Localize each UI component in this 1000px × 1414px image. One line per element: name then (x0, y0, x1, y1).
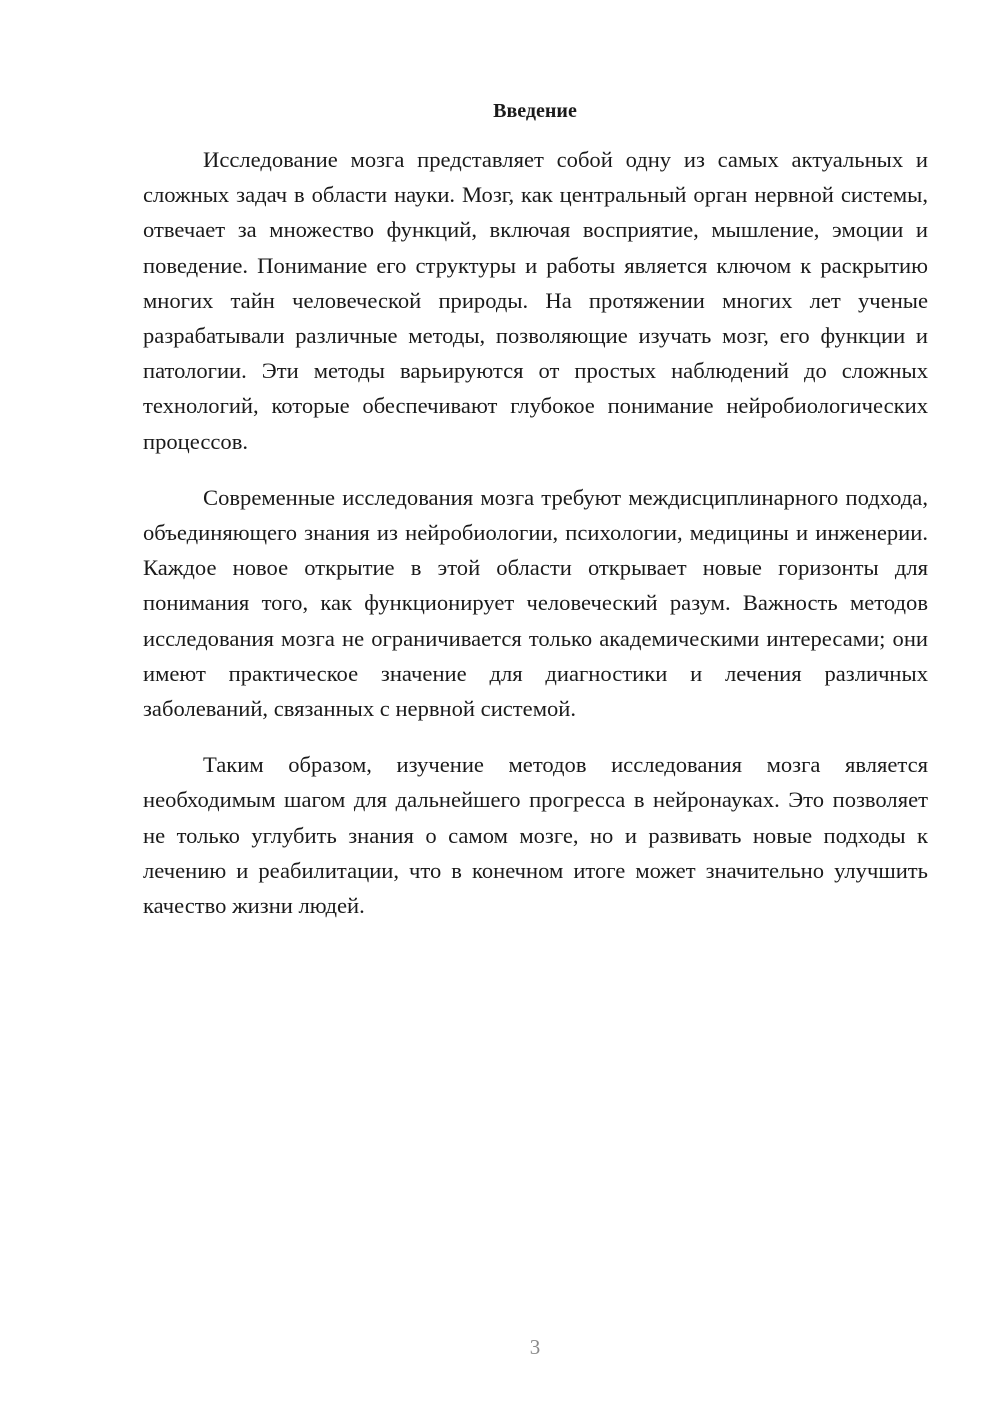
paragraph-conclusion: Таким образом, изучение методов исследования мозга является необходимым шагом для дальнейшего прогресса в нейронауках. Это позволяет не только углубить знания о самом мозге, но и развивать новые подходы к лечению и реабилитации, что в конечном итоге может значительно улучшить качество жизни людей. (143, 752, 928, 919)
body-text (143, 142, 928, 923)
paragraph-interdisciplinary: Современные исследования мозга требуют междисциплинарного подхода, объединяющего знания из нейробиологии, психологии, медицины и инженерии. Каждое новое открытие в этой области открывает новые горизонты для понимания того, как функционирует человеческий разум. Важность методов исследования мозга не ограничивается только академическими интересами; они имеют практическое значение для диагностики и лечения различных заболеваний, связанных с нервной системой. (143, 484, 928, 722)
page-number: 3 (529, 1335, 541, 1359)
paragraph-intro: Исследование мозга представляет собой одну из самых актуальных и сложных задач в области науки. Мозг, как центральный орган нервной системы, отвечает за множество функций, включая восприятие, мышление, эмоции и поведение. Понимание его структуры и работы является ключом к раскрытию многих тайн человеческой природы. На протяжении многих лет ученые разрабатывали различные методы, позволяющие изучать мозг, его функции и патологии. Эти методы варьируются от простых наблюдений до сложных технологий, которые обеспечивают глубокое понимание нейробиологических процессов. (143, 147, 928, 454)
section-heading: Введение (493, 100, 577, 122)
